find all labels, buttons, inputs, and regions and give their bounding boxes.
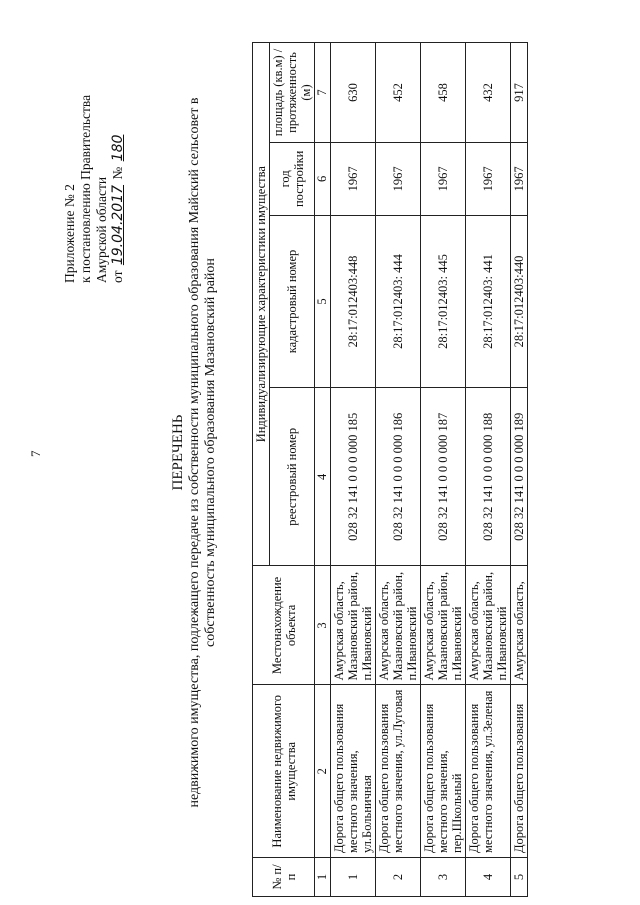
appendix-line-1: к постановлению Правительства	[78, 94, 93, 283]
handwritten-number: 180	[110, 134, 126, 162]
row-num: 3	[421, 858, 466, 897]
row-num: 5	[511, 858, 528, 897]
row-cadastral: 28:17:012403:440	[511, 215, 528, 388]
row-name: Дорога общего пользования местного значения, ул.Зеленая	[466, 685, 511, 858]
col-index-2: 2	[315, 685, 331, 858]
row-registry: 028 32 141 0 0 0 000 189	[511, 388, 528, 566]
appendix-title: Приложение № 2	[62, 184, 77, 283]
row-area: 917	[511, 43, 528, 143]
row-cadastral: 28:17:012403:448	[331, 215, 376, 388]
row-year: 1967	[376, 142, 421, 215]
row-area: 432	[466, 43, 511, 143]
col-index-5: 5	[315, 215, 331, 388]
table-row	[511, 43, 528, 897]
title-heading: ПЕРЕЧЕНЬ	[170, 414, 186, 491]
header-num: № п/п	[253, 858, 315, 897]
header-location: Местонахождение объекта	[253, 566, 315, 685]
header-area: площадь (кв.м) / протяженность (м)	[270, 43, 315, 143]
row-cadastral: 28:17:012403: 444	[376, 215, 421, 388]
appendix-date-line	[110, 95, 126, 283]
row-num: 4	[466, 858, 511, 897]
row-year: 1967	[466, 142, 511, 215]
row-name: Дорога общего пользования местного значения, пер.Школьный	[421, 685, 466, 858]
row-name: Дорога общего пользования местного значения, ул.Больничная	[331, 685, 376, 858]
header-build-year: год постройки	[270, 142, 315, 215]
row-num: 1	[331, 858, 376, 897]
row-location: Амурская область, Мазановский район, п.Ивановский	[376, 566, 421, 685]
row-area: 458	[421, 43, 466, 143]
property-table	[252, 42, 528, 897]
row-registry: 028 32 141 0 0 0 000 185	[331, 388, 376, 566]
header-cadastral-number: кадастровый номер	[270, 215, 315, 388]
table-row	[421, 43, 466, 897]
row-name: Дорога общего пользования	[511, 685, 528, 858]
col-index-7: 7	[315, 43, 331, 143]
page-number: 7	[28, 450, 43, 457]
col-index-4: 4	[315, 388, 331, 566]
table-row	[376, 43, 421, 897]
document-title	[170, 0, 219, 905]
header-name: Наименование недвижимого имущества	[253, 685, 315, 858]
row-area: 452	[376, 43, 421, 143]
col-index-6: 6	[315, 142, 331, 215]
appendix-line-2: Амурской области	[94, 176, 109, 283]
number-prefix: №	[110, 163, 125, 183]
table-row	[466, 43, 511, 897]
header-registry-number: реестровый номер	[270, 388, 315, 566]
appendix-block	[62, 95, 126, 283]
row-registry: 028 32 141 0 0 0 000 186	[376, 388, 421, 566]
title-line-1: недвижимого имущества, подлежащего передаче из собственности муниципального образования Майский сельсовет в	[187, 97, 202, 808]
row-name: Дорога общего пользования местного значения, ул.Луговая	[376, 685, 421, 858]
header-characteristics: Индивидуализирующие характеристики имущества	[253, 43, 270, 566]
row-cadastral: 28:17:012403: 441	[466, 215, 511, 388]
row-registry: 028 32 141 0 0 0 000 187	[421, 388, 466, 566]
row-cadastral: 28:17:012403: 445	[421, 215, 466, 388]
row-location: Амурская область, Мазановский район, п.Ивановский	[331, 566, 376, 685]
date-prefix: от	[110, 267, 125, 283]
row-year: 1967	[421, 142, 466, 215]
title-line-2: собственность муниципального образования Мазановский район	[203, 258, 218, 647]
handwritten-date: 19.04.2017	[110, 184, 126, 266]
row-location: Амурская область, Мазановский район, п.Ивановский	[421, 566, 466, 685]
row-area: 630	[331, 43, 376, 143]
table-row	[331, 43, 376, 897]
row-location: Амурская область, Мазановский район, п.Ивановский	[466, 566, 511, 685]
row-num: 2	[376, 858, 421, 897]
row-year: 1967	[511, 142, 528, 215]
col-index-1: 1	[315, 858, 331, 897]
row-registry: 028 32 141 0 0 0 000 188	[466, 388, 511, 566]
col-index-3: 3	[315, 566, 331, 685]
row-year: 1967	[331, 142, 376, 215]
row-location: Амурская область,	[511, 566, 528, 685]
